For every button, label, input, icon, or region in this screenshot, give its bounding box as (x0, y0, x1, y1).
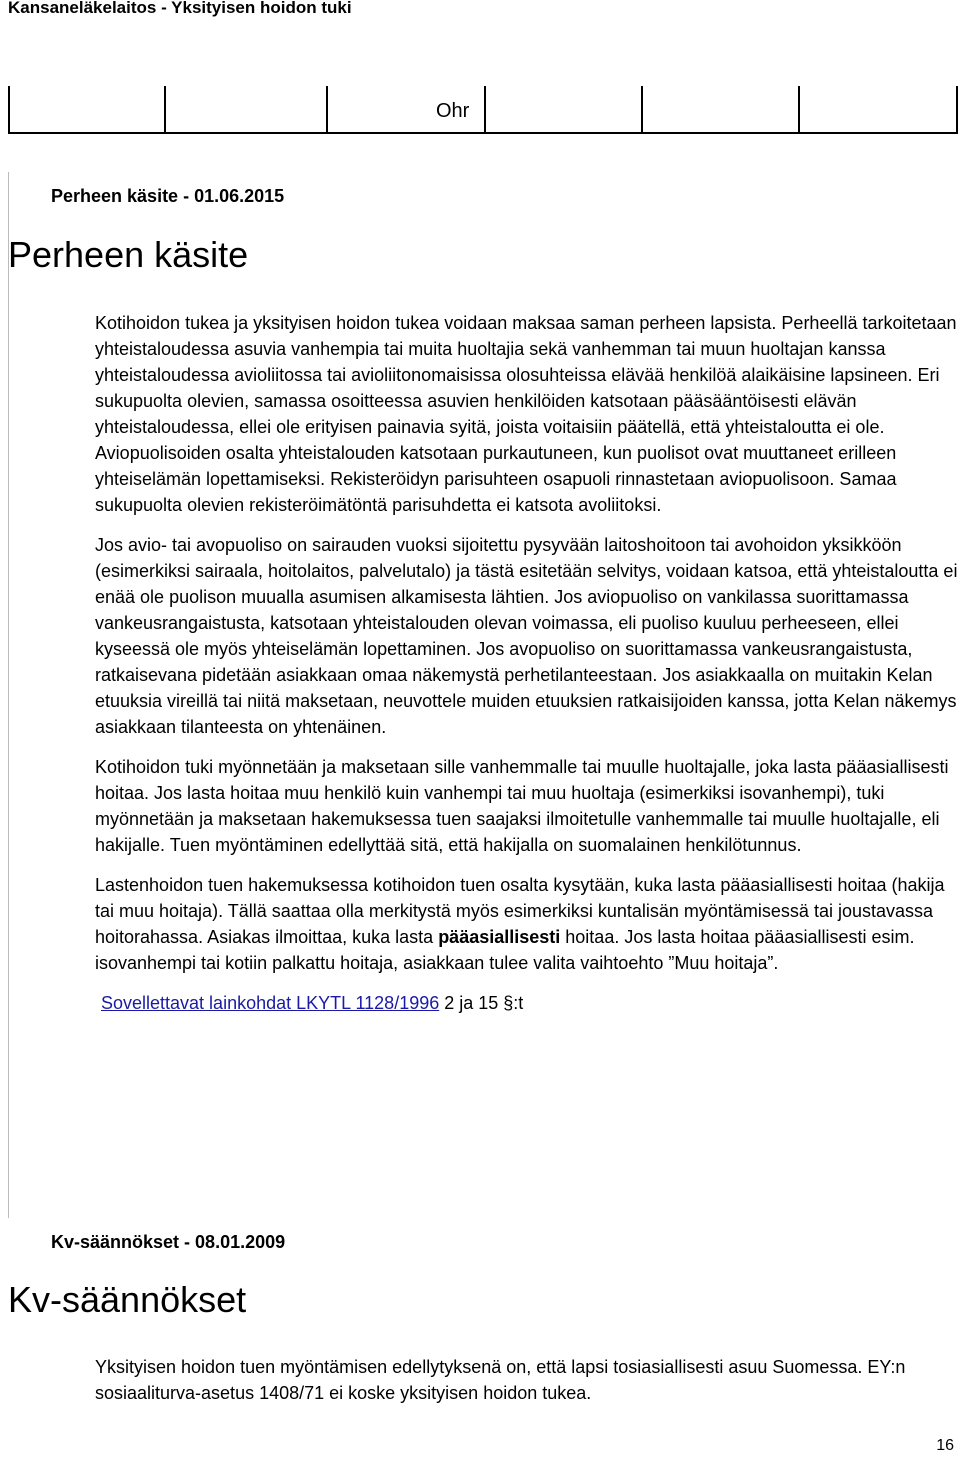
paragraph: Yksityisen hoidon tuen myöntämisen edellytyksenä on, että lapsi tosiasiallisesti asuu Suomessa. EY:n sosiaaliturva-asetus 1408/71 ei koske yksityisen hoidon tukea. (95, 1357, 906, 1403)
tab-divider (956, 86, 958, 132)
section-body-perheen-kasite (95, 310, 960, 1030)
paragraph: Kotihoidon tukea ja yksityisen hoidon tukea voidaan maksaa saman perheen lapsista. Perheellä tarkoitetaan yhteistaloudessa asuvia vanhempia tai muita huoltajia sekä vanhemman tai muun huoltajan kanssa yhteistaloudessa avioliitossa tai avioliitonomaisissa olosuhteissa elävää henkilöä alaikäisine lapsineen. Eri sukupuolta olevien, samassa osoitteessa asuvien henkilöiden katsotaan pääsääntöisesti elävän yhteistaloudessa, ellei ole erityisen painavia syitä, joista voitaisiin päätellä, että yhteistaloutta ei ole. Aviopuolisoiden osalta yhteistalouden katsotaan purkautuneen, kun puolisot ovat muuttaneet erilleen yhteiselämän lopettamiseksi. Rekisteröidyn parisuhteen osapuoli rinnastetaan aviopuolisoon. Samaa sukupuolta olevien rekisteröimätöntä parisuhdetta ei katsota avoliitoksi. (95, 313, 957, 515)
tab-divider (484, 86, 486, 132)
paragraph: Kotihoidon tuki myönnetään ja maksetaan sille vanhemmalle tai muulle huoltajalle, joka lasta pääasiallisesti hoitaa. Jos lasta hoitaa muu henkilö kuin vanhempi tai muu huoltaja (esimerkiksi isovanhempi), tuki myönnetään ja maksetaan hakemuksessa tuen saajaksi ilmoitetulle vanhemmalle tai muulle huoltajalle, eli hakijalle. Tuen myöntäminen edellyttää sitä, että hakijalla on suomalainen henkilötunnus. (95, 757, 949, 855)
law-reference-link[interactable]: Sovellettavat lainkohdat LKYTL 1128/1996 (101, 993, 440, 1013)
tab-divider (164, 86, 166, 132)
section-date-perheen-kasite: Perheen käsite - 01.06.2015 (51, 186, 285, 206)
tab-ohr[interactable]: Ohr (436, 100, 470, 122)
tab-divider (326, 86, 328, 132)
section-body-kv-saannokset (95, 1354, 960, 1420)
section-heading-perheen-kasite: Perheen käsite (8, 234, 249, 275)
document-header-title: Kansaneläkelaitos - Yksityisen hoidon tuki (8, 0, 352, 17)
law-reference: Sovellettavat lainkohdat LKYTL 1128/1996 2 ja 15 §:t (101, 993, 524, 1013)
section-date-kv-saannokset: Kv-säännökset - 08.01.2009 (51, 1232, 286, 1252)
page-number: 16 (936, 1437, 954, 1454)
section-heading-kv-saannokset: Kv-säännökset (8, 1279, 247, 1320)
tab-bar (8, 86, 958, 134)
emphasis-text: pääasiallisesti (438, 927, 561, 947)
paragraph: Jos avio- tai avopuoliso on sairauden vuoksi sijoitettu pysyvään laitoshoitoon tai avohoidon yksikköön (esimerkiksi sairaala, hoitolaitos, palvelutalo) ja tästä esitetään selvitys, voidaan katsoa, että yhteistaloutta ei enää ole puolison muualla asumisen alkamisesta lähtien. Jos aviopuoliso on vankilassa suorittamassa vankeusrangaistusta, katsotaan yhteistalouden olevan voimassa, eli puoliso kuuluu perheeseen, ellei kyseessä ole myös yhteiselämän lopettaminen. Jos avopuoliso on suorittamassa vankeusrangaistusta, ratkaisevana pidetään asiakkaan omaa näkemystä perhetilanteestaan. Jos asiakkaalla on muitakin Kelan etuuksia vireillä tai niitä maksetaan, neuvottele muiden etuuksien ratkaisijoiden kanssa, jotta Kelan näkemys asiakkaan tilanteesta on yhtenäinen. (95, 535, 958, 737)
tab-divider (798, 86, 800, 132)
paragraph: Lastenhoidon tuen hakemuksessa kotihoidon tuen osalta kysytään, kuka lasta pääasiallisesti hoitaa (hakija tai muu hoitaja). Tällä saattaa olla merkitystä myös esimerkiksi kuntalisän myöntämisessä tai joustavassa hoitorahassa. Asiakas ilmoittaa, kuka lasta pääasiallisesti hoitaa. Jos lasta hoitaa pääasiallisesti esim. isovanhempi tai kotiin palkattu hoitaja, asiakkaan tulee valita vaihtoehto ”Muu hoitaja”. (95, 875, 945, 973)
section-divider-line (8, 172, 9, 1218)
tab-divider (641, 86, 643, 132)
tab-divider (8, 86, 10, 132)
